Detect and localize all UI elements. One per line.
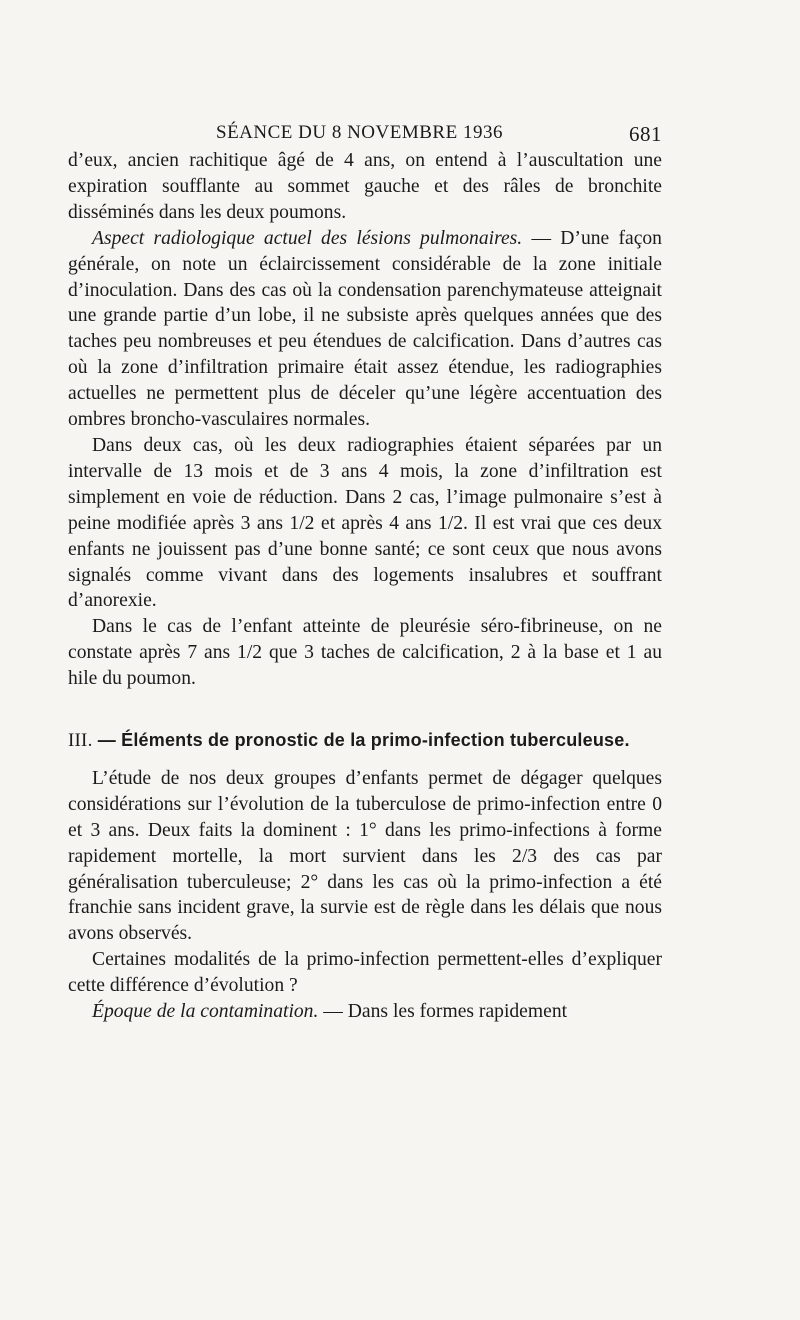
paragraph-continuation: d’eux, ancien rachitique âgé de 4 ans, on entend à l’auscultation une expiration soufflante au sommet gauche et des râles de bronchite disséminés dans les deux poumons.: [68, 150, 662, 223]
paragraph-contamination: [68, 999, 662, 1025]
running-title: SÉANCE DU 8 NOVEMBRE 1936: [216, 122, 503, 143]
section-heading: [68, 728, 662, 754]
section-title: — Éléments de pronostic de la primo-infection tuberculeuse.: [92, 730, 630, 751]
paragraph-study-groups: L’étude de nos deux groupes d’enfants permet de dégager quelques considérations sur l’évolution de la tuberculose de primo-infection entre 0 et 3 ans. Deux faits la dominent : 1° dans les primo-infections à forme rapidement mortelle, la mort survient dans les 2/3 des cas par généralisation tuberculeuse; 2° dans les cas où la primo-infection a été franchie sans incident grave, la survie est de règle dans les délais que nous avons observés.: [68, 767, 662, 945]
paragraph-modalities: Certaines modalités de la primo-infection permettent-elles d’expliquer cette différence d’évolution ?: [68, 949, 662, 997]
section-numeral: III.: [68, 730, 93, 752]
page-number: 681: [629, 122, 662, 146]
subsection-heading-contamination: Époque de la contamination.: [92, 1001, 319, 1023]
paragraph-two-cases: Dans deux cas, où les deux radiographies étaient séparées par un intervalle de 13 mois et de 3 ans 4 mois, la zone d’infiltration est simplement en voie de réduction. Dans 2 cas, l’image pulmonaire s’est à peine modifiée après 3 ans 1/2 et après 4 ans 1/2. Il est vrai que ces deux enfants ne jouissent pas d’une bonne santé; ce sont ceux que nous avons signalés comme vivant dans des logements insalubres et souffrant d’anorexie.: [68, 434, 662, 612]
paragraph-contamination-body: — Dans les formes rapidement: [318, 1001, 568, 1023]
book-page: [68, 118, 662, 1025]
subsection-heading-radiologic: Aspect radiologique actuel des lésions pulmonaires.: [92, 227, 523, 249]
paragraph-radiologic-body: — D’une façon générale, on note un éclaircissement considérable de la zone initiale d’inoculation. Dans des cas où la condensation parenchymateuse atteignait une grande partie d’un lobe, il ne subsiste après quelques années que des taches peu nombreuses et peu étendues de calcification. Dans d’autres cas où la zone d’infiltration primaire était assez étendue, les radiographies actuelles ne permettent plus de déceler qu’une légère accentuation des ombres broncho-vasculaires normales.: [68, 227, 662, 431]
running-header: [68, 118, 662, 148]
paragraph-pleurisy-case: Dans le cas de l’enfant atteinte de pleurésie séro-fibrineuse, on ne constate après 7 ans 1/2 que 3 taches de calcification, 2 à la base et 1 au hile du poumon.: [68, 616, 662, 690]
body-text: [68, 148, 662, 1025]
paragraph-radiologic-aspect: [68, 226, 662, 433]
